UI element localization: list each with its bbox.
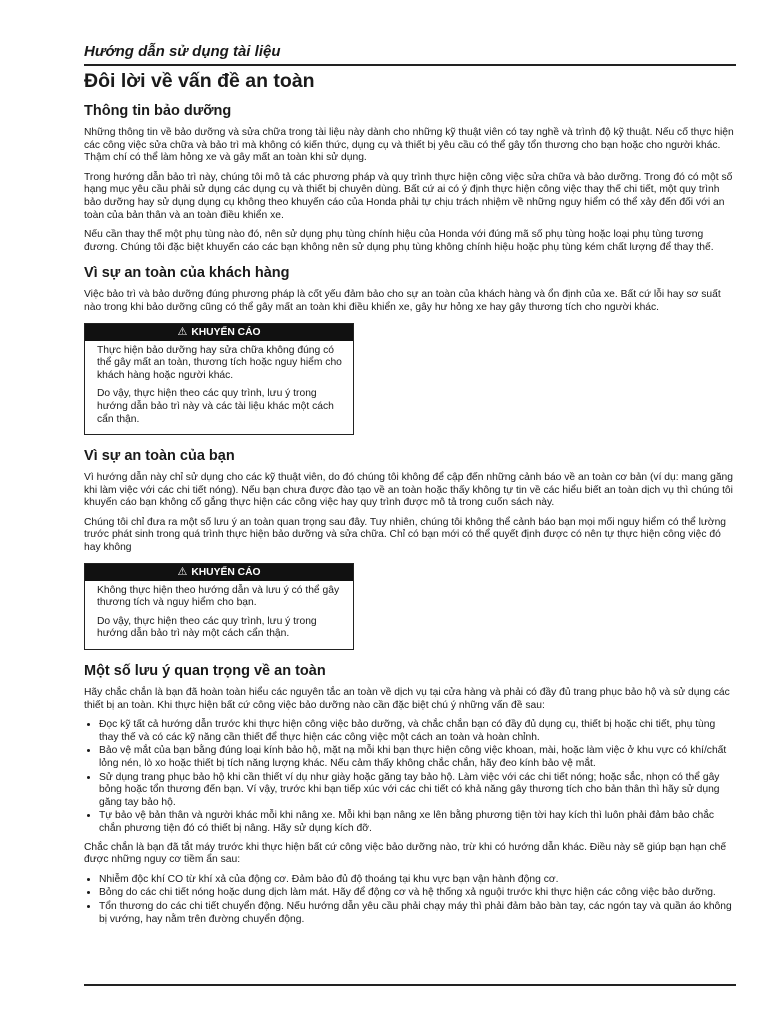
list-item: • Bảo vệ mắt của bạn bằng đúng loại kính bảo hộ, mặt nạ mỗi khi bạn thực hiện công việc khoan, mài, hoặc làm việc ở khu vực có khí/chất lỏng nén, lò xo hoặc thiết bị tích năng lượng khác. Nếu cảm thấy không chắc chắn, hãy đeo kính bảo vệ mắt. xyxy=(99,745,736,770)
paragraph: Nếu cần thay thế một phụ tùng nào đó, nên sử dụng phụ tùng chính hiệu của Honda với đúng mã số phụ tùng hoặc loại phụ tùng tương đương. Chúng tôi đặc biệt khuyến cáo các bạn không nên sử dụng phụ tùng không chính hiệu hoặc phụ tùng kém chất lượng để thay thế. xyxy=(84,229,714,253)
page-content xyxy=(84,68,736,932)
warning-body xyxy=(85,581,353,649)
list-item: • Nhiễm độc khí CO từ khí xả của động cơ. Đảm bảo đủ độ thoáng tại khu vực bạn vận hành động cơ. xyxy=(99,874,736,887)
list-item: • Tổn thương do các chi tiết chuyển động. Nếu hướng dẫn yêu cầu phải chạy máy thì phải đảm bảo bàn tay, các ngón tay và quần áo không bị vướng, hay nằm trên đường chuyển động. xyxy=(99,901,736,926)
paragraph: Hãy chắc chắn là bạn đã hoàn toàn hiểu các nguyên tắc an toàn về dịch vụ tại cửa hàng và phải có đầy đủ trang phục bảo hộ và sử dụng các thiết bị an toàn. Khi thực hiện bất cứ công việc bảo dưỡng nào cần đặc biệt chú ý những vấn đề sau: xyxy=(84,687,730,711)
warning-triangle-icon: ⚠ xyxy=(177,565,188,578)
list-item: • Tự bảo vệ bản thân và người khác mỗi khi nâng xe. Mỗi khi bạn nâng xe lên bằng phương tiện tời hay kích thì luôn phải đảm bảo chắc chắn phương tiện đó có thiết bị nâng. Hãy sử dụng kích đỡ. xyxy=(99,810,736,835)
warning-text: Thực hiện bảo dưỡng hay sửa chữa không đúng có thể gây mất an toàn, thương tích hoặc nguy hiểm cho khách hàng hoặc người khác. xyxy=(97,344,342,381)
heading-service-info: Thông tin bảo dưỡng xyxy=(84,103,232,119)
warning-text: Do vậy, thực hiện theo các quy trình, lưu ý trong hướng dẫn bảo trì này và các tài liệu khác một cách cẩn thận. xyxy=(97,388,334,425)
list-item: • Bỏng do các chi tiết nóng hoặc dung dịch làm mát. Hãy để động cơ và hệ thống xả nguội trước khi thực hiện các công việc bảo dưỡng. xyxy=(99,887,736,900)
warning-header xyxy=(85,324,353,341)
warning-box xyxy=(84,563,354,650)
list-item: • Đọc kỹ tất cả hướng dẫn trước khi thực hiện công việc bảo dưỡng, và chắc chắn bạn có đầy đủ dụng cụ, thiết bị hoặc chi tiết, phụ tùng thay thế và có các kỹ năng cần thiết để thực hiện các công việc một cách an toàn và hoàn chỉnh. xyxy=(99,719,736,744)
warning-label: KHUYẾN CÁO xyxy=(191,326,261,338)
warning-text: Do vậy, thực hiện theo các quy trình, lưu ý trong hướng dẫn bảo trì này một cách cẩn thận. xyxy=(97,615,317,640)
heading-important-notes: Một số lưu ý quan trọng về an toàn xyxy=(84,663,326,680)
paragraph: Việc bảo trì và bảo dưỡng đúng phương pháp là cốt yếu đảm bảo cho sự an toàn của khách hàng và ổn định của xe. Bất cứ lỗi hay sơ suất nào trong khi bảo dưỡng cũng có thể gây mất an toàn khi điều khiển xe, gây hư hỏng xe hay gây thương tích cho người khác. xyxy=(84,289,721,313)
warning-header xyxy=(85,564,353,581)
warning-text: Không thực hiện theo hướng dẫn và lưu ý có thể gây thương tích và nguy hiểm cho bạn. xyxy=(97,584,340,609)
paragraph: Trong hướng dẫn bảo trì này, chúng tôi mô tả các phương pháp và quy trình thực hiện công việc sửa chữa và bảo dưỡng. Trong đó có một số hạng mục yêu cầu phải sử dụng các dụng cụ và thiết bị chuyên dùng. Bất cứ ai có ý định thực hiện công việc thay thế chi tiết, một quy trình bảo dưỡng hay sử dụng dụng cụ không theo khuyến cáo của Honda phải tự chịu trách nhiệm về những nguy hiểm có thể xảy đến đối với an toàn của bản thân và an toàn điều khiển xe. xyxy=(84,171,733,221)
heading-your-safety: Vì sự an toàn của bạn xyxy=(84,448,235,465)
bullet-list xyxy=(84,874,736,926)
warning-body xyxy=(85,341,353,435)
paragraph: Chắc chắn là bạn đã tắt máy trước khi thực hiện bất cứ công việc bảo dưỡng nào, trừ khi có hướng dẫn khác. Điều này sẽ giúp bạn hạn chế được những nguy cơ tiềm ẩn sau: xyxy=(84,841,727,866)
warning-label: KHUYẾN CÁO xyxy=(191,566,261,578)
list-item: • Sử dụng trang phục bảo hộ khi cần thiết ví dụ như giày hoặc găng tay bảo hộ. Làm việc với các chi tiết nóng; hoặc sắc, nhọn có thể gây bỏng hoặc tổn thương đến bạn. Ví vậy, trước khi bạn tiếp xúc với các chi tiết có khả năng gây thương tích cho bản thân thì hãy sử dụng găng tay bảo hộ. xyxy=(99,772,736,810)
running-header xyxy=(84,42,736,66)
page-title: Đôi lời về vấn đề an toàn xyxy=(84,70,315,92)
paragraph: Chúng tôi chỉ đưa ra một số lưu ý an toàn quan trọng sau đây. Tuy nhiên, chúng tôi không thể cảnh báo bạn mọi mối nguy hiểm có thể lường trước phát sinh trong quá trình thực hiện bảo dưỡng và sửa chữa. Chỉ có bạn mới có thể quyết định được có nên tự thực hiện công việc đó hay không xyxy=(84,516,727,554)
warning-triangle-icon: ⚠ xyxy=(177,325,188,338)
paragraph: Vì hướng dẫn này chỉ sử dụng cho các kỹ thuật viên, do đó chúng tôi không để cập đến những cảnh báo về an toàn cơ bản (ví dụ: mang găng khi làm việc với các chi tiết nóng). Nếu bạn chưa được đào tạo về an toàn hoặc thấy không tự tin về các hiểu biết an toàn dịch vụ thì chúng tôi khuyến cáo bạn không cố gắng thực hiện các công việc hay quy trình được mô tả trong cuốn sách này. xyxy=(84,472,734,509)
section-title: Hướng dẫn sử dụng tài liệu xyxy=(84,43,281,60)
warning-box xyxy=(84,323,354,436)
footer-rule xyxy=(84,984,736,986)
header-rule xyxy=(84,64,736,66)
bullet-list xyxy=(84,719,736,835)
paragraph: Những thông tin về bảo dưỡng và sửa chữa trong tài liệu này dành cho những kỹ thuật viên có tay nghề và trình độ kỹ thuật. Nếu cố thực hiện các công việc sửa chữa và bảo trì mà không có kiến thức, dụng cụ và thiết bị yêu cầu có thể gây tổn thương cho bạn hoặc cho người khác. Thậm chí có thể làm hỏng xe và gây mất an toàn khi sử dụng. xyxy=(84,127,734,164)
document-page xyxy=(84,0,736,1024)
heading-customer-safety: Vì sự an toàn của khách hàng xyxy=(84,265,290,282)
